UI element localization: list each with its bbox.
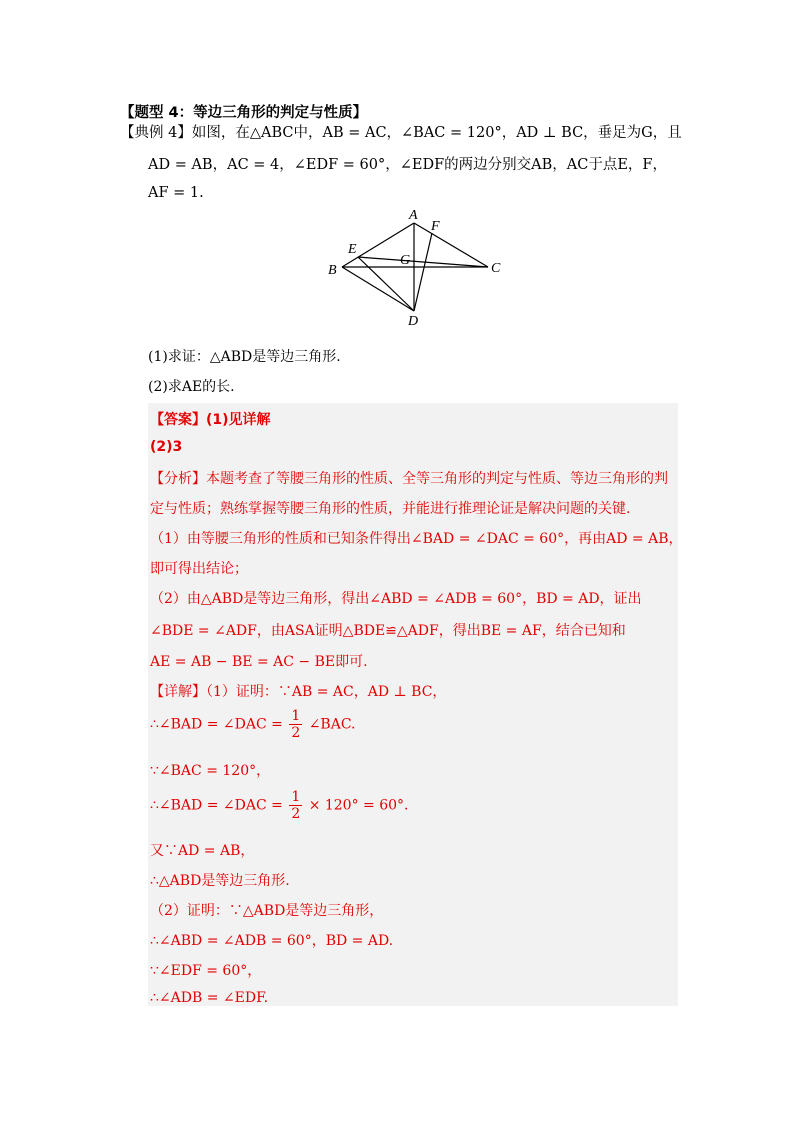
analysis-step-1b: 即可得出结论； (150, 561, 248, 577)
label-d: D (408, 314, 419, 329)
analysis-step-2a: （2）由△ABD是等边三角形，得出∠ABD = ∠ADB = 60°，BD = AD，证出 (150, 591, 642, 607)
section-title: 【题型 4：等边三角形的判定与性质】 (120, 105, 368, 121)
problem-line-3: AF = 1. (148, 185, 204, 201)
detail-line-2-pre: ∴∠BAD = ∠DAC = (150, 716, 283, 733)
detail-line-1: 【详解】（1）证明：∵AB = AC，AD ⊥ BC， (150, 684, 447, 700)
question-2: (2)求AE的长. (148, 379, 235, 395)
fraction-denominator: 2 (291, 725, 301, 741)
detail-line-7: （2）证明：∵△ABD是等边三角形， (150, 903, 384, 919)
detail-line-8: ∴∠ABD = ∠ADB = 60°，BD = AD. (150, 933, 394, 949)
fraction-numerator-2: 1 (291, 789, 301, 805)
analysis-step-1a: （1）由等腰三角形的性质和已知条件得出∠BAD = ∠DAC = 60°，再由AD = AB， (150, 531, 683, 547)
label-e: E (348, 242, 357, 257)
label-c: C (491, 261, 501, 276)
detail-line-2-post: ∠BAC. (308, 716, 356, 733)
fraction-half-2 (289, 789, 302, 822)
analysis-line-2: 定与性质；熟练掌握等腰三角形的性质，并能进行推理论证是解决问题的关键. (150, 501, 631, 517)
problem-line-1: 【典例 4】如图，在△ABC中，AB = AC，∠BAC = 120°，AD ⊥ BC，垂足为G，且 (120, 125, 682, 141)
problem-line-2: AD = AB，AC = 4，∠EDF = 60°，∠EDF的两边分别交AB，AC于点E，F， (148, 157, 667, 173)
segment-ec (358, 257, 488, 267)
label-g: G (400, 253, 411, 268)
label-f: F (431, 219, 440, 234)
detail-line-4 (150, 789, 409, 822)
detail-line-3: ∵∠BAC = 120°， (150, 763, 271, 779)
answer-part-2: (2)3 (150, 439, 183, 455)
detail-line-4-post: × 120° = 60°. (308, 797, 409, 814)
detail-line-10: ∴∠ADB = ∠EDF. (150, 990, 269, 1006)
detail-line-5: 又∵AD = AB， (150, 843, 255, 859)
detail-line-4-pre: ∴∠BAD = ∠DAC = (150, 797, 283, 814)
analysis-line-1: 【分析】本题考查了等腰三角形的性质、全等三角形的判定与性质、等边三角形的判 (150, 471, 668, 487)
fraction-half (289, 708, 302, 741)
segment-df (414, 233, 432, 311)
detail-line-6: ∴△ABD是等边三角形. (150, 873, 290, 889)
label-a: A (409, 208, 418, 223)
segment-bd (342, 267, 414, 311)
detail-line-9: ∵∠EDF = 60°， (150, 963, 262, 979)
analysis-step-2b: ∠BDE = ∠ADF，由ASA证明△BDE≌△ADF，得出BE = AF，结合已知和 (150, 623, 626, 639)
detail-line-2 (150, 708, 355, 741)
geometry-figure (320, 205, 520, 330)
fraction-numerator: 1 (291, 708, 301, 724)
analysis-step-2c: AE = AB − BE = AC − BE即可. (150, 654, 368, 670)
question-1: (1)求证：△ABD是等边三角形. (148, 349, 341, 365)
answer-label: 【答案】(1)见详解 (150, 412, 271, 428)
label-b: B (328, 263, 337, 278)
fraction-denominator-2: 2 (291, 806, 301, 822)
